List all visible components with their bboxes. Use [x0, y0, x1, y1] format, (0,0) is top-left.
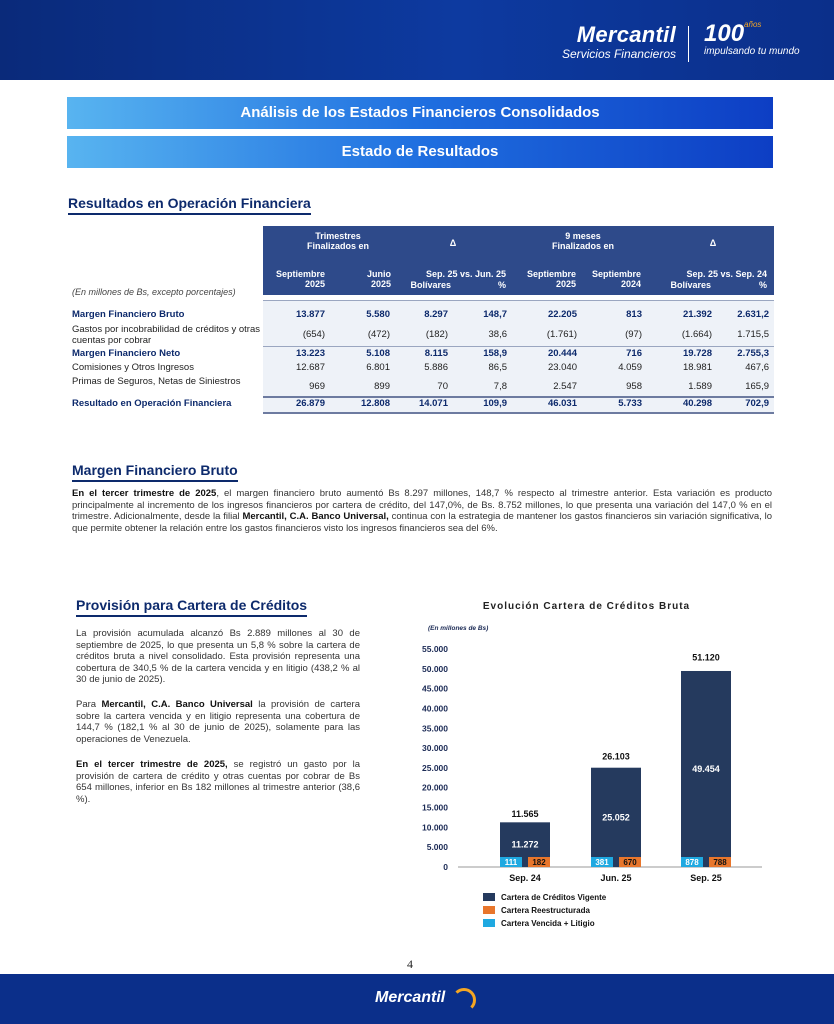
- page-footer: [0, 974, 834, 1024]
- margen-text-1: , el margen financiero bruto aumentó Bs 8.297 millones, 148,7 % respecto al trimestre anterior. Esta variación es producto principalmente al incremento de los ingresos financieros por cartera de crédito, del 147,0%, de Bs. 8.752 millones, lo que presenta una variación del 147,0 % en el trimestre. Adicionalmente, desde la filial: [72, 488, 772, 522]
- table-cell: 7,8: [493, 381, 507, 392]
- provision-p2-entity: Mercantil, C.A. Banco Universal: [101, 699, 253, 710]
- table-cell: 12.808: [360, 398, 390, 409]
- col-q-variation: Sep. 25 vs. Jun. 25: [425, 269, 506, 279]
- logo-divider: [688, 26, 689, 62]
- table-cell: 2.547: [553, 381, 577, 392]
- page-number: 4: [407, 957, 413, 971]
- table-cell: 899: [374, 381, 390, 392]
- bar-label-vencida: 111: [504, 858, 518, 867]
- y-axis-label: (En millones de Bs): [428, 625, 489, 632]
- table-title: Resultados en Operación Financiera: [68, 195, 311, 215]
- bar-label-vigente: 11.272: [511, 839, 539, 850]
- table-rule: [263, 346, 774, 347]
- table-cell: 969: [309, 381, 325, 392]
- table-cell: 109,9: [483, 398, 507, 409]
- provision-paragraph-1: La provisión acumulada alcanzó Bs 2.889 millones al 30 de septiembre de 2025, lo que presenta un 5,8 % sobre la cartera de créditos bruta a nivel consolidado. Esta provisión representa una cobertura de 340,5 % de la cartera vencida y en litigio (438,2 % al 30 de junio de 2025).: [76, 628, 360, 685]
- provision-p3-lead: En el tercer trimestre de 2025,: [76, 759, 228, 770]
- anniversary-years: 100: [704, 20, 745, 47]
- col-q-bolivares: Bolívares: [410, 280, 451, 290]
- y-tick-label: 45.000: [422, 683, 448, 694]
- table-cell: 2.755,3: [737, 348, 769, 359]
- table-cell: 20.444: [547, 348, 577, 359]
- y-tick-label: 15.000: [422, 802, 448, 813]
- table-cell: (1.761): [546, 329, 577, 340]
- table-cell: (97): [625, 329, 642, 340]
- table-cell: 86,5: [488, 362, 507, 373]
- table-cell: 8.115: [424, 348, 448, 359]
- table-cell: 12.687: [295, 362, 325, 373]
- col-q-pct: %: [497, 280, 506, 290]
- table-cell: 46.031: [547, 398, 577, 409]
- brand-logo: [562, 22, 676, 61]
- y-tick-label: 40.000: [422, 703, 448, 714]
- anniversary-tagline: impulsando tu mundo: [704, 46, 800, 57]
- y-tick-label: 50.000: [422, 663, 448, 674]
- table-cell: 5.733: [618, 398, 642, 409]
- table-cell: 5.108: [366, 348, 390, 359]
- table-cell: 1.715,5: [737, 329, 769, 340]
- table-cell: 21.392: [682, 309, 712, 320]
- x-tick-label: Sep. 25: [690, 873, 722, 883]
- table-cell: 22.205: [547, 309, 577, 320]
- table-cell: 13.223: [295, 348, 325, 359]
- margen-title: Margen Financiero Bruto: [72, 462, 238, 482]
- table-cell: 13.877: [295, 309, 325, 320]
- anniversary-logo: [704, 20, 800, 57]
- table-units-note: (En millones de Bs, excepto porcentajes): [72, 287, 236, 297]
- provision-paragraph-2: [76, 699, 360, 745]
- table-cell: 40.298: [682, 398, 712, 409]
- y-tick-label: 0: [443, 862, 448, 872]
- margen-text-2: continua con la estrategia de mantener los gastos financieros sin variación significativa, lo que permite obtener la relación entre los gastos financieros visto los ingresos financieros sea del 6%.: [72, 511, 772, 534]
- table-cell: 702,9: [745, 398, 769, 409]
- col-9m-sep24: Septiembre 2024: [591, 269, 641, 289]
- loan-portfolio-chart: [400, 618, 773, 958]
- table-cell: 8.297: [424, 309, 448, 320]
- y-tick-label: 10.000: [422, 822, 448, 833]
- y-tick-label: 5.000: [426, 842, 448, 853]
- bar-label-vencida: 878: [685, 858, 699, 867]
- provision-title: Provisión para Cartera de Créditos: [76, 597, 307, 617]
- table-cell: 2.631,2: [737, 309, 769, 320]
- section-band-analysis: Análisis de los Estados Financieros Consolidados: [67, 97, 773, 129]
- table-cell: 716: [626, 348, 642, 359]
- provision-paragraph-3: [76, 759, 360, 805]
- bar-label-vencida: 381: [595, 858, 609, 867]
- table-row: [72, 398, 772, 409]
- bar-label-vigente: 49.454: [692, 763, 720, 774]
- header-group-9m: 9 meses Finalizados en: [551, 231, 614, 251]
- y-tick-label: 55.000: [422, 644, 448, 654]
- margen-lead: En el tercer trimestre de 2025: [72, 488, 217, 499]
- legend-label: Cartera Vencida + Litigio: [501, 919, 595, 928]
- bar-label-reestructurada: 788: [713, 858, 727, 867]
- row-label: Resultado en Operación Financiera: [72, 398, 232, 409]
- y-tick-label: 35.000: [422, 723, 448, 734]
- table-cell: 14.071: [418, 398, 448, 409]
- row-label: Primas de Seguros, Netas de Siniestros: [72, 376, 241, 387]
- table-cell: 4.059: [618, 362, 642, 373]
- table-row: [72, 309, 772, 320]
- table-header: [263, 226, 774, 295]
- bar-total-label: 26.103: [602, 751, 630, 762]
- margen-paragraph: [72, 488, 772, 534]
- provision-p2-pre: Para: [76, 699, 102, 710]
- table-cell: 165,9: [745, 381, 769, 392]
- table-cell: 467,6: [745, 362, 769, 373]
- page-header: [0, 0, 834, 80]
- row-label: Margen Financiero Neto: [72, 348, 181, 359]
- legend-label: Cartera de Créditos Vigente: [501, 893, 607, 902]
- col-9m-sep25: Septiembre 2025: [526, 269, 576, 289]
- row-label: Comisiones y Otros Ingresos: [72, 362, 194, 373]
- table-cell: 1.589: [688, 381, 712, 392]
- row-label: Margen Financiero Bruto: [72, 309, 185, 320]
- col-jun25: Junio 2025: [367, 269, 391, 289]
- anniversary-years-label: años: [744, 20, 762, 29]
- table-cell: 5.886: [424, 362, 448, 373]
- table-row: [72, 324, 772, 346]
- table-cell: 70: [437, 381, 448, 392]
- col-9m-variation: Sep. 25 vs. Sep. 24: [686, 269, 767, 279]
- table-cell: (654): [302, 329, 325, 340]
- table-row: [72, 376, 772, 398]
- table-cell: 6.801: [366, 362, 390, 373]
- table-cell: 26.879: [295, 398, 325, 409]
- table-rule: [263, 412, 774, 414]
- table-cell: 23.040: [547, 362, 577, 373]
- table-cell: 958: [626, 381, 642, 392]
- margen-entity: Mercantil, C.A. Banco Universal,: [242, 511, 389, 522]
- header-group-quarter: Trimestres Finalizados en: [306, 231, 369, 251]
- table-cell: 158,9: [483, 348, 507, 359]
- table-row: [72, 362, 772, 373]
- brand-swirl-icon: [452, 988, 476, 1012]
- y-tick-label: 20.000: [422, 782, 448, 793]
- legend-swatch: [483, 919, 495, 927]
- table-cell: (182): [425, 329, 448, 340]
- table-cell: 38,6: [488, 329, 507, 340]
- x-tick-label: Sep. 24: [509, 873, 541, 883]
- provision-p2-post: la provisión de cartera sobre la cartera vencida y en litigio representa una cobertura de 144,7 % (182,1 % al 30 de junio de 2025), solamente para las operaciones de Venezuela.: [76, 699, 360, 745]
- legend-swatch: [483, 906, 495, 914]
- header-delta-9m: Δ: [709, 238, 717, 248]
- bar-label-reestructurada: 182: [532, 858, 546, 867]
- legend-label: Cartera Reestructurada: [501, 906, 590, 915]
- table-cell: (1.664): [681, 329, 712, 340]
- provision-p3-text: se registró un gasto por la provisión de cartera de crédito y otras cuentas por cobrar de Bs 654 millones, inferior en Bs 182 millones al trimestre anterior (38,6 %).: [76, 759, 360, 805]
- table-cell: 19.728: [682, 348, 712, 359]
- bar-label-reestructurada: 670: [623, 858, 637, 867]
- table-row: [72, 348, 772, 359]
- table-cell: 18.981: [682, 362, 712, 373]
- bar-total-label: 51.120: [692, 652, 720, 663]
- legend-swatch: [483, 893, 495, 901]
- col-9m-bolivares: Bolívares: [670, 280, 711, 290]
- table-rule: [263, 300, 774, 301]
- brand-name: Mercantil: [576, 22, 676, 47]
- section-band-statement: Estado de Resultados: [67, 136, 773, 168]
- table-cell: 813: [626, 309, 642, 320]
- bar-total-label: 11.565: [511, 809, 539, 820]
- table-cell: 148,7: [483, 309, 507, 320]
- header-delta-quarter: Δ: [449, 238, 457, 248]
- footer-brand: Mercantil: [375, 989, 446, 1006]
- table-cell: (472): [367, 329, 390, 340]
- table-cell: 5.580: [366, 309, 390, 320]
- col-sep25: Septiembre 2025: [275, 269, 325, 289]
- y-tick-label: 25.000: [422, 762, 448, 773]
- bar-label-vigente: 25.052: [602, 812, 630, 823]
- col-9m-pct: %: [758, 280, 767, 290]
- y-tick-label: 30.000: [422, 743, 448, 754]
- brand-subtitle: Servicios Financieros: [561, 47, 676, 61]
- chart-title: Evolución Cartera de Créditos Bruta: [482, 601, 691, 612]
- row-label: Gastos por incobrabilidad de créditos y otras cuentas por cobrar: [72, 324, 260, 346]
- x-tick-label: Jun. 25: [600, 873, 632, 883]
